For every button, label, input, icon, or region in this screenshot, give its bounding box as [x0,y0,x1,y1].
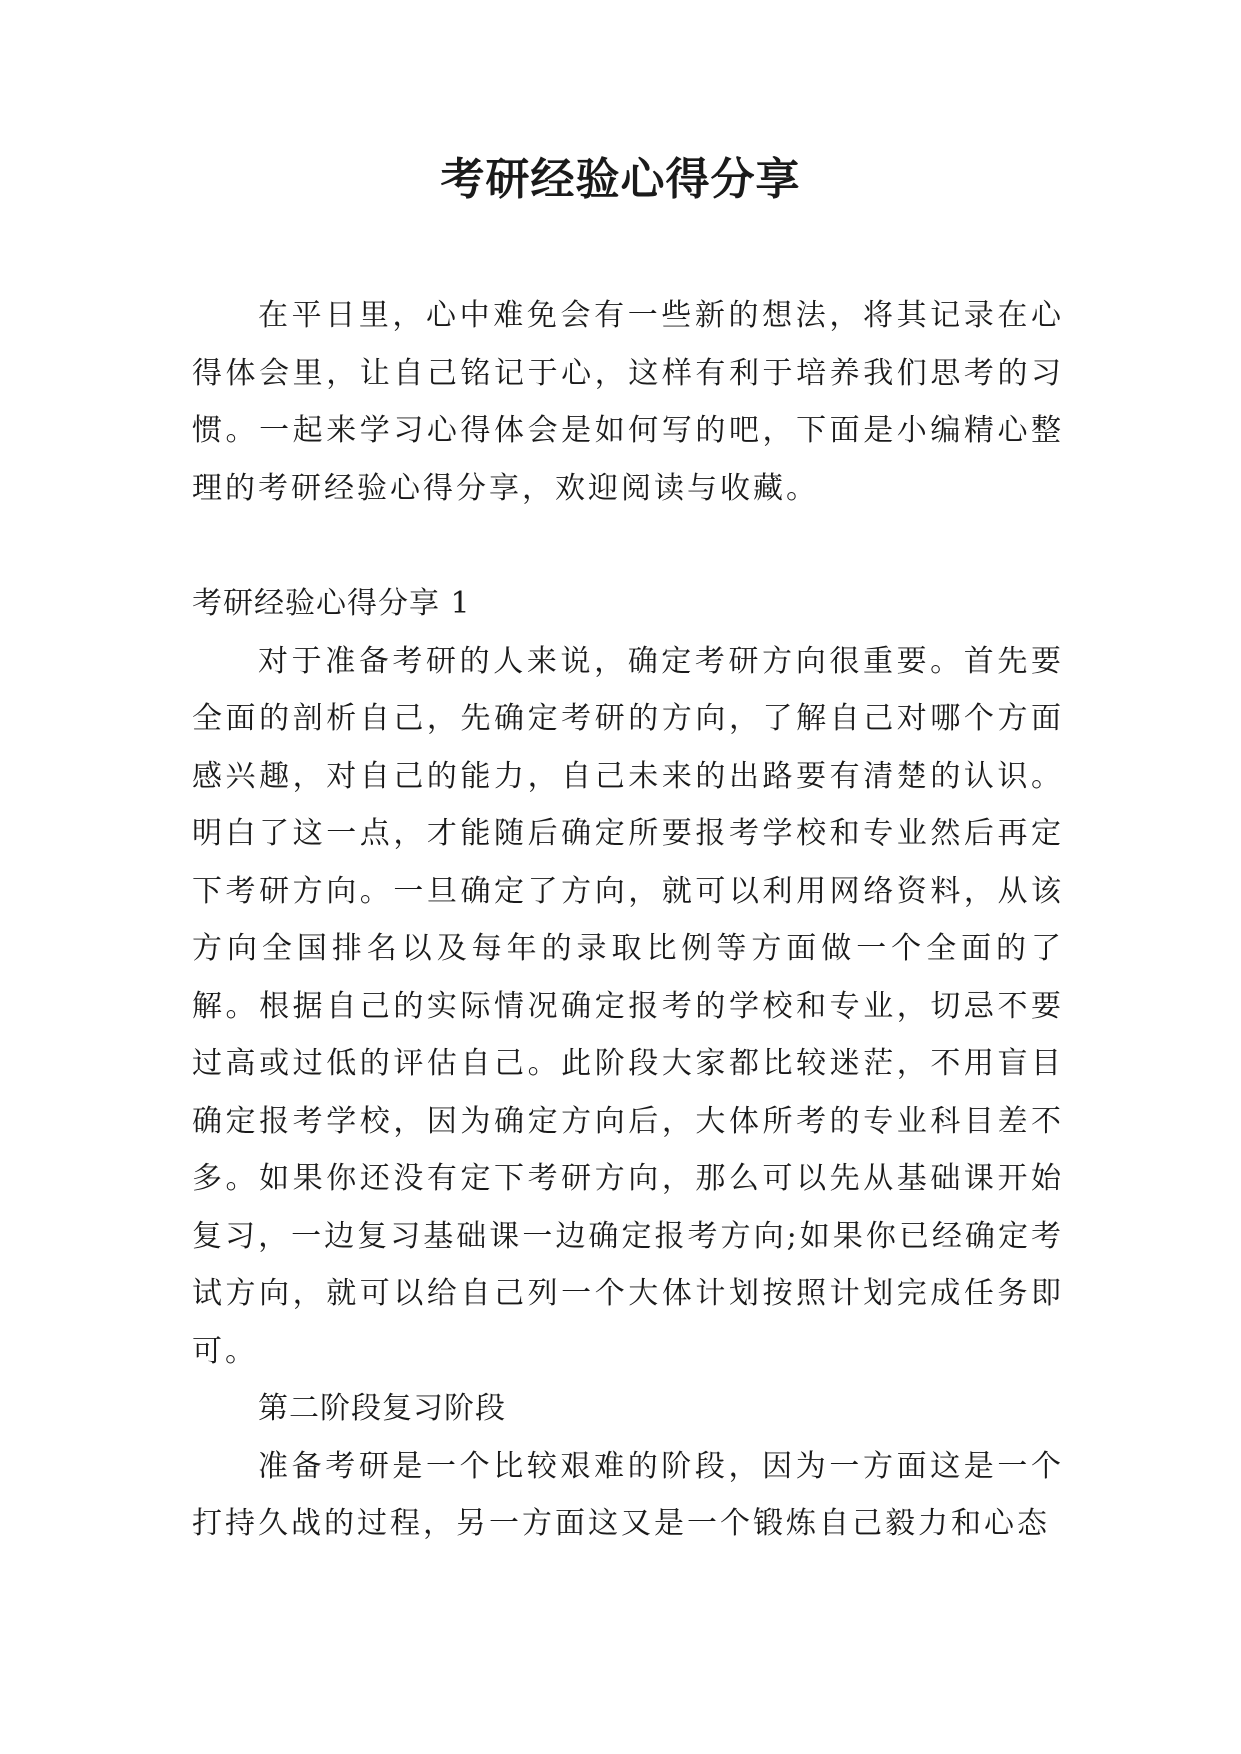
section-paragraph: 准备考研是一个比较艰难的阶段，因为一方面这是一个打持久战的过程，另一方面这又是一个锻炼自己毅力和心态 [192,1448,1064,1541]
section-paragraph: 对于准备考研的人来说，确定考研方向很重要。首先要全面的剖析自己，先确定考研的方向，了解自己对哪个方面感兴趣，对自己的能力，自己未来的出路要有清楚的认识。明白了这一点，才能随后确定所要报考学校和专业然后再定下考研方向。一旦确定了方向，就可以利用网络资料，从该方向全国排名以及每年的录取比例等方面做一个全面的了解。根据自己的实际情况确定报考的学校和专业，切忌不要过高或过低的评估自己。此阶段大家都比较迷茫，不用盲目确定报考学校，因为确定方向后，大体所考的专业科目差不多。如果你还没有定下考研方向，那么可以先从基础课开始复习，一边复习基础课一边确定报考方向;如果你已经确定考试方向，就可以给自己列一个大体计划按照计划完成任务即可。 [192,643,1064,1369]
stage-heading: 第二阶段复习阶段 [258,1391,506,1426]
spacer [192,517,1064,575]
section-heading: 考研经验心得分享 1 [192,586,471,621]
document-body [192,287,1064,1553]
intro-paragraph: 在平日里，心中难免会有一些新的想法，将其记录在心得体会里，让自己铭记于心，这样有利于培养我们思考的习惯。一起来学习心得体会是如何写的吧，下面是小编精心整理的考研经验心得分享，欢迎阅读与收藏。 [192,298,1064,506]
document-title: 考研经验心得分享 [440,154,801,205]
